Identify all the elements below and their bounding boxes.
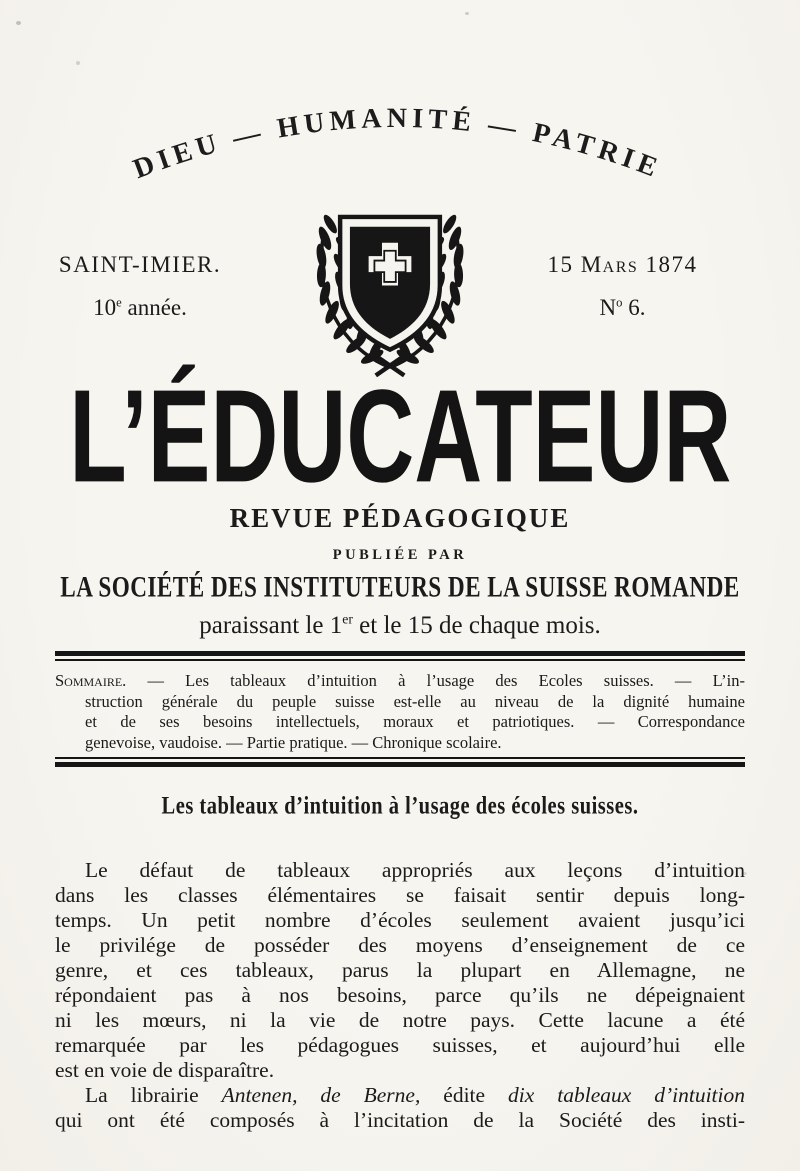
paper-speck — [76, 61, 80, 65]
edition-number — [0, 295, 280, 321]
paragraph — [55, 1083, 745, 1133]
text-line — [55, 1083, 745, 1108]
text-segment: er — [342, 611, 353, 627]
motto-textpath: DIEU — HUMANITÉ — PATRIE — [129, 102, 666, 186]
journal-title — [0, 361, 800, 510]
motto-arc — [0, 100, 800, 200]
article-body — [55, 858, 745, 1133]
masthead-left — [0, 192, 280, 321]
text-segment: édite — [420, 1083, 509, 1107]
text-line: qui ont été composés à l’incitation de la Société des insti- — [55, 1108, 745, 1132]
text-line: et de ses besoins intellectuels, moraux et patriotiques. — Correspondance — [85, 712, 745, 732]
text-segment: 10 — [93, 295, 117, 320]
article-title — [0, 792, 800, 820]
text-segment: paraissant le 1 — [199, 612, 343, 639]
text-segment: La librairie — [85, 1083, 222, 1107]
publisher-society-text: LA SOCIÉTÉ DES INSTITUTEURS DE LA SUISSE ROMANDE — [60, 570, 740, 603]
text-line: dans les classes élémentaires se faisait sentir depuis long- — [55, 883, 745, 907]
rule-thin-line — [55, 757, 745, 759]
text-line: ni les mœurs, ni la vie de notre pays. Cette lacune a été — [55, 1008, 745, 1032]
text-line: struction générale du peuple suisse est-elle au niveau de la dignité humaine — [85, 691, 745, 711]
table-of-contents — [55, 671, 745, 753]
published-by-label: PUBLIÉE PAR — [332, 547, 468, 563]
rule-thick-line — [55, 762, 745, 767]
masthead-right — [500, 192, 800, 321]
text-line: genre, et ces tableaux, parus la plupart en Allemagne, ne — [55, 958, 745, 982]
text-segment: 15 M — [547, 252, 603, 277]
text-segment: Antenen, de Berne, — [221, 1083, 421, 1107]
motto-text — [129, 103, 666, 185]
text-segment: année. — [121, 295, 187, 320]
text-segment: N — [599, 295, 617, 320]
paragraph — [55, 858, 745, 1083]
text-line — [55, 671, 745, 692]
rule-thick-line — [55, 651, 745, 656]
journal-subtitle: REVUE PÉDAGOGIQUE — [229, 503, 571, 533]
issue-number — [500, 295, 745, 321]
text-line: Le défaut de tableaux appropriés aux leçons d’intuition — [85, 858, 745, 882]
paper-speck — [16, 21, 21, 25]
journal-title-text: L’ÉDUCATEUR — [68, 361, 732, 510]
place-name: SAINT-IMIER. — [58, 252, 222, 277]
emblem — [283, 192, 497, 384]
text-segment: dix tableaux d’intuition — [508, 1083, 745, 1107]
text-line: est en voie de disparaître. — [55, 1058, 275, 1082]
text-line: le privilége de posséder des moyens d’enseignement de ce — [55, 933, 745, 957]
text-segment: ars — [602, 252, 639, 277]
text-segment: et le 15 de chaque mois. — [352, 612, 601, 639]
rule-thin-line — [55, 659, 745, 661]
text-segment: e — [116, 295, 122, 310]
text-segment: 1874 — [638, 252, 698, 277]
text-line: temps. Un petit nombre d’écoles seulement avaient jusqu’ici — [55, 908, 745, 932]
swiss-shield — [340, 217, 440, 350]
masthead-header-row — [0, 192, 800, 384]
text-segment: Sommaire. — [55, 671, 127, 690]
publication-frequency — [0, 612, 800, 640]
text-line: remarquée par les pédagogues suisses, et aujourd’hui elle — [55, 1033, 745, 1057]
article-title-text: Les tableaux d’intuition à l’usage des écoles suisses. — [161, 792, 639, 820]
text-line: répondaient pas à nos besoins, parce qu’ils ne dépeignaient — [55, 983, 745, 1007]
divider-rule-top — [55, 651, 745, 661]
paper-speck — [465, 12, 469, 15]
swiss-emblem-graphic — [283, 192, 497, 379]
text-segment: — Les tableaux d’intuition à l’usage des Ecoles suisses. — L’in- — [126, 671, 745, 690]
issue-date — [500, 252, 745, 278]
text-segment: o — [616, 295, 623, 310]
publisher-society — [0, 570, 800, 601]
divider-rule-bottom — [55, 757, 745, 767]
text-segment: 6. — [622, 295, 646, 320]
text-line: genevoise, vaudoise. — Partie pratique. — Chronique scolaire. — [85, 732, 502, 752]
